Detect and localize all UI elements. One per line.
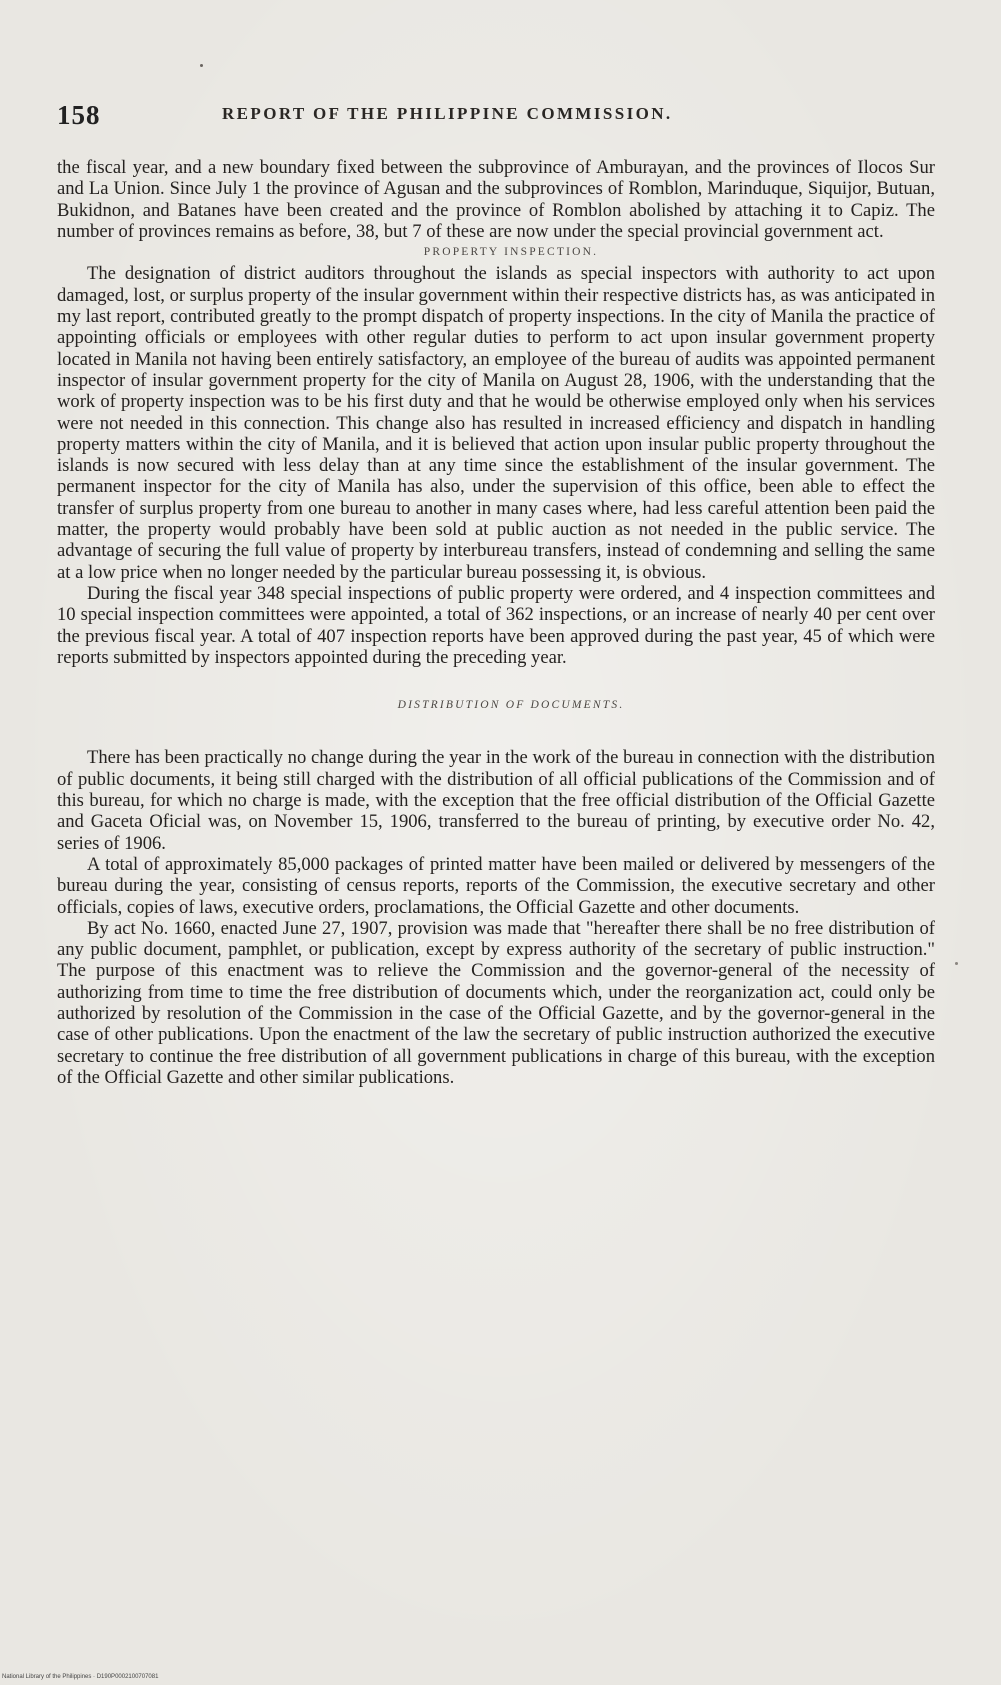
page-header	[57, 100, 935, 140]
body-text	[57, 157, 935, 1088]
paragraph-property-1: The designation of district auditors throughout the islands as special inspectors with authority to act upon damaged, lost, or surplus property of the insular government within their respective districts has, as was anticipated in my last report, contributed greatly to the prompt dispatch of property inspections. In the city of Manila the practice of appointing officials or employees with other regular duties to perform to act upon insular government property located in Manila not having been entirely satisfactory, an employee of the bureau of audits was appointed permanent inspector of insular government property for the city of Manila on August 28, 1906, with the understanding that the work of property inspection was to be his first duty and that he would be otherwise employed only when his services were not needed in this connection. This change also has resulted in increased efficiency and dispatch in handling property matters within the city of Manila, and it is believed that action upon insular public property throughout the islands is now secured with less delay than at any time since the establishment of the insular government. The permanent inspector for the city of Manila has also, under the supervision of this office, been able to effect the transfer of surplus property from one bureau to another in many cases where, had less careful attention been paid the matter, the property would probably have been sold at public auction as not needed in the public service. The advantage of securing the full value of property by interbureau transfers, instead of condemning and selling the same at a low price when no longer needed by the particular bureau possessing it, is obvious.	[57, 263, 935, 583]
paragraph-distribution-2: A total of approximately 85,000 packages of printed matter have been mailed or delivered by messengers of the bureau during the year, consisting of census reports, reports of the Commission, the executive secretary and other officials, copies of laws, executive orders, proclamations, the Official Gazette and other documents.	[57, 853, 935, 918]
paper-speck	[955, 962, 958, 965]
paragraph-property-2: During the fiscal year 348 special inspections of public property were ordered, and 4 inspection committees and 10 special inspection committees were appointed, a total of 362 inspections, or an increase of nearly 40 per cent over the previous fiscal year. A total of 407 inspection reports have been approved during the past year, 45 of which were reports submitted by inspectors appointed during the preceding year.	[57, 582, 935, 668]
paragraph-distribution-1: There has been practically no change during the year in the work of the bureau in connection with the distribution of public documents, it being still charged with the distribution of all official publications of the Commission and of this bureau, for which no charge is made, with the exception that the free official distribution of the Official Gazette and Gaceta Oficial was, on November 15, 1906, transferred to the bureau of printing, by executive order No. 42, series of 1906.	[57, 747, 935, 854]
paragraph-distribution-3: By act No. 1660, enacted June 27, 1907, provision was made that "hereafter there shall be no free distribution of any public document, pamphlet, or publication, except by express authority of the secretary of public instruction." The purpose of this enactment was to relieve the Commission and the governor-general of the necessity of authorizing from time to time the free distribution of documents which, under the reorganization act, could only be authorized by resolution of the Commission in the case of the Official Gazette, and by the governor-general in the case of other publications. Upon the enactment of the law the secretary of public instruction authorized the executive secretary to continue the free distribution of all government publications in charge of this bureau, with the exception of the Official Gazette and other similar publications.	[57, 917, 935, 1088]
section-heading-property-inspection: PROPERTY INSPECTION.	[423, 246, 599, 259]
section-heading-distribution-of-documents: DISTRIBUTION OF DOCUMENTS.	[397, 699, 625, 712]
page-number: 158	[57, 100, 101, 130]
paragraph-intro: the fiscal year, and a new boundary fixed between the subprovince of Amburayan, and the provinces of Ilocos Sur and La Union. Since July 1 the province of Agusan and the subprovinces of Romblon, Marinduque, Siquijor, Butuan, Bukidnon, and Batanes have been created and the province of Romblon abolished by attaching it to Capiz. The number of provinces remains as before, 38, but 7 of these are now under the special provincial government act.	[57, 157, 935, 242]
running-head: REPORT OF THE PHILIPPINE COMMISSION.	[222, 104, 673, 123]
scan-credit: National Library of the Philippines · D190P0002100707081	[2, 1674, 159, 1680]
paper-speck	[200, 64, 203, 67]
